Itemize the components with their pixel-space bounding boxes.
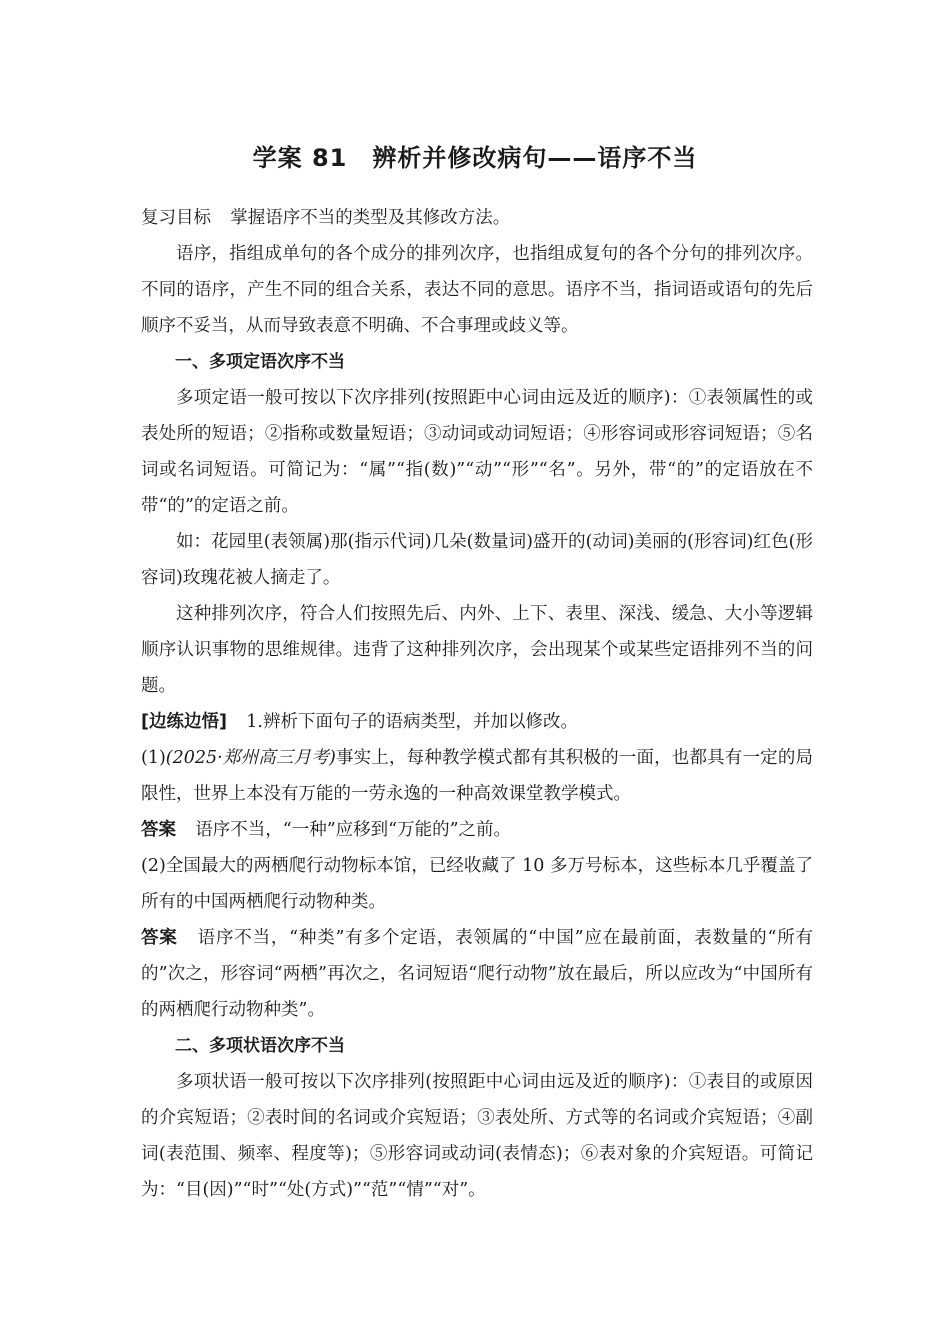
question-1 [141,740,813,812]
practice-label: [边练边悟] [141,712,227,732]
q1-source: (2025·郑州高三月考) [165,748,336,768]
goal-label: 复习目标 [141,208,211,228]
intro-paragraph: 语序，指组成单句的各个成分的排列次序，也指组成复句的各个分句的排列次序。不同的语序，产生不同的组合关系，表达不同的意思。语序不当，指词语或语句的先后顺序不妥当，从而导致表意不明确、不合事理或歧义等。 [141,244,813,336]
q1-text: 事实上，每种教学模式都有其积极的一面，也都具有一定的局限性，世界上本没有万能的一劳永逸的一种高效课堂教学模式。 [141,748,813,804]
question-2: (2)全国最大的两栖爬行动物标本馆，已经收藏了 10 多万号标本，这些标本几乎覆盖了所有的中国两栖爬行动物种类。 [141,856,813,912]
section1-example: 如：花园里(表领属)那(指示代词)几朵(数量词)盛开的(动词)美丽的(形容词)红色(形容词)玫瑰花被人摘走了。 [141,532,813,588]
answer-1-text: 语序不当，“一种”应移到“万能的”之前。 [195,820,512,840]
answer-label: 答案 [141,928,178,948]
review-goal [141,200,813,236]
q1-number: (1) [141,748,166,768]
page-title: 学案 81 辨析并修改病句——语序不当 [252,144,698,172]
practice-prompt: 1.辨析下面句子的语病类型，并加以修改。 [246,712,578,732]
section1-paragraph-1: 多项定语一般可按以下次序排列(按照距中心词由远及近的顺序)：①表领属性的或表处所的短语；②指称或数量短语；③动词或动词短语；④形容词或形容词短语；⑤名词或名词短语。可简记为：“属”“指(数)”“动”“形”“名”。另外，带“的”的定语放在不带“的”的定语之前。 [141,388,813,516]
section1-paragraph-3: 这种排列次序，符合人们按照先后、内外、上下、表里、深浅、缓急、大小等逻辑顺序认识事物的思维规律。违背了这种排列次序，会出现某个或某些定语排列不当的问题。 [141,604,813,696]
practice-header [141,704,813,740]
answer-1 [141,812,813,848]
section1-heading: 一、多项定语次序不当 [175,352,345,372]
answer-2-text: 语序不当，“种类”有多个定语，表领属的“中国”应在最前面，表数量的“所有的”次之，形容词“两栖”再次之，名词短语“爬行动物”放在最后，所以应改为“中国所有的两栖爬行动物种类”。 [141,928,813,1020]
document-body [141,200,813,1208]
section2-heading: 二、多项状语次序不当 [175,1036,345,1056]
section2-paragraph-1: 多项状语一般可按以下次序排列(按照距中心词由远及近的顺序)：①表目的或原因的介宾短语；②表时间的名词或介宾短语；③表处所、方式等的名词或介宾短语；④副词(表范围、频率、程度等)；⑤形容词或动词(表情态)；⑥表对象的介宾短语。可简记为：“目(因)”“时”“处(方式)”“范”“情”“对”。 [141,1072,813,1200]
answer-2 [141,920,813,1028]
goal-text: 掌握语序不当的类型及其修改方法。 [230,208,511,228]
answer-label: 答案 [141,820,176,840]
